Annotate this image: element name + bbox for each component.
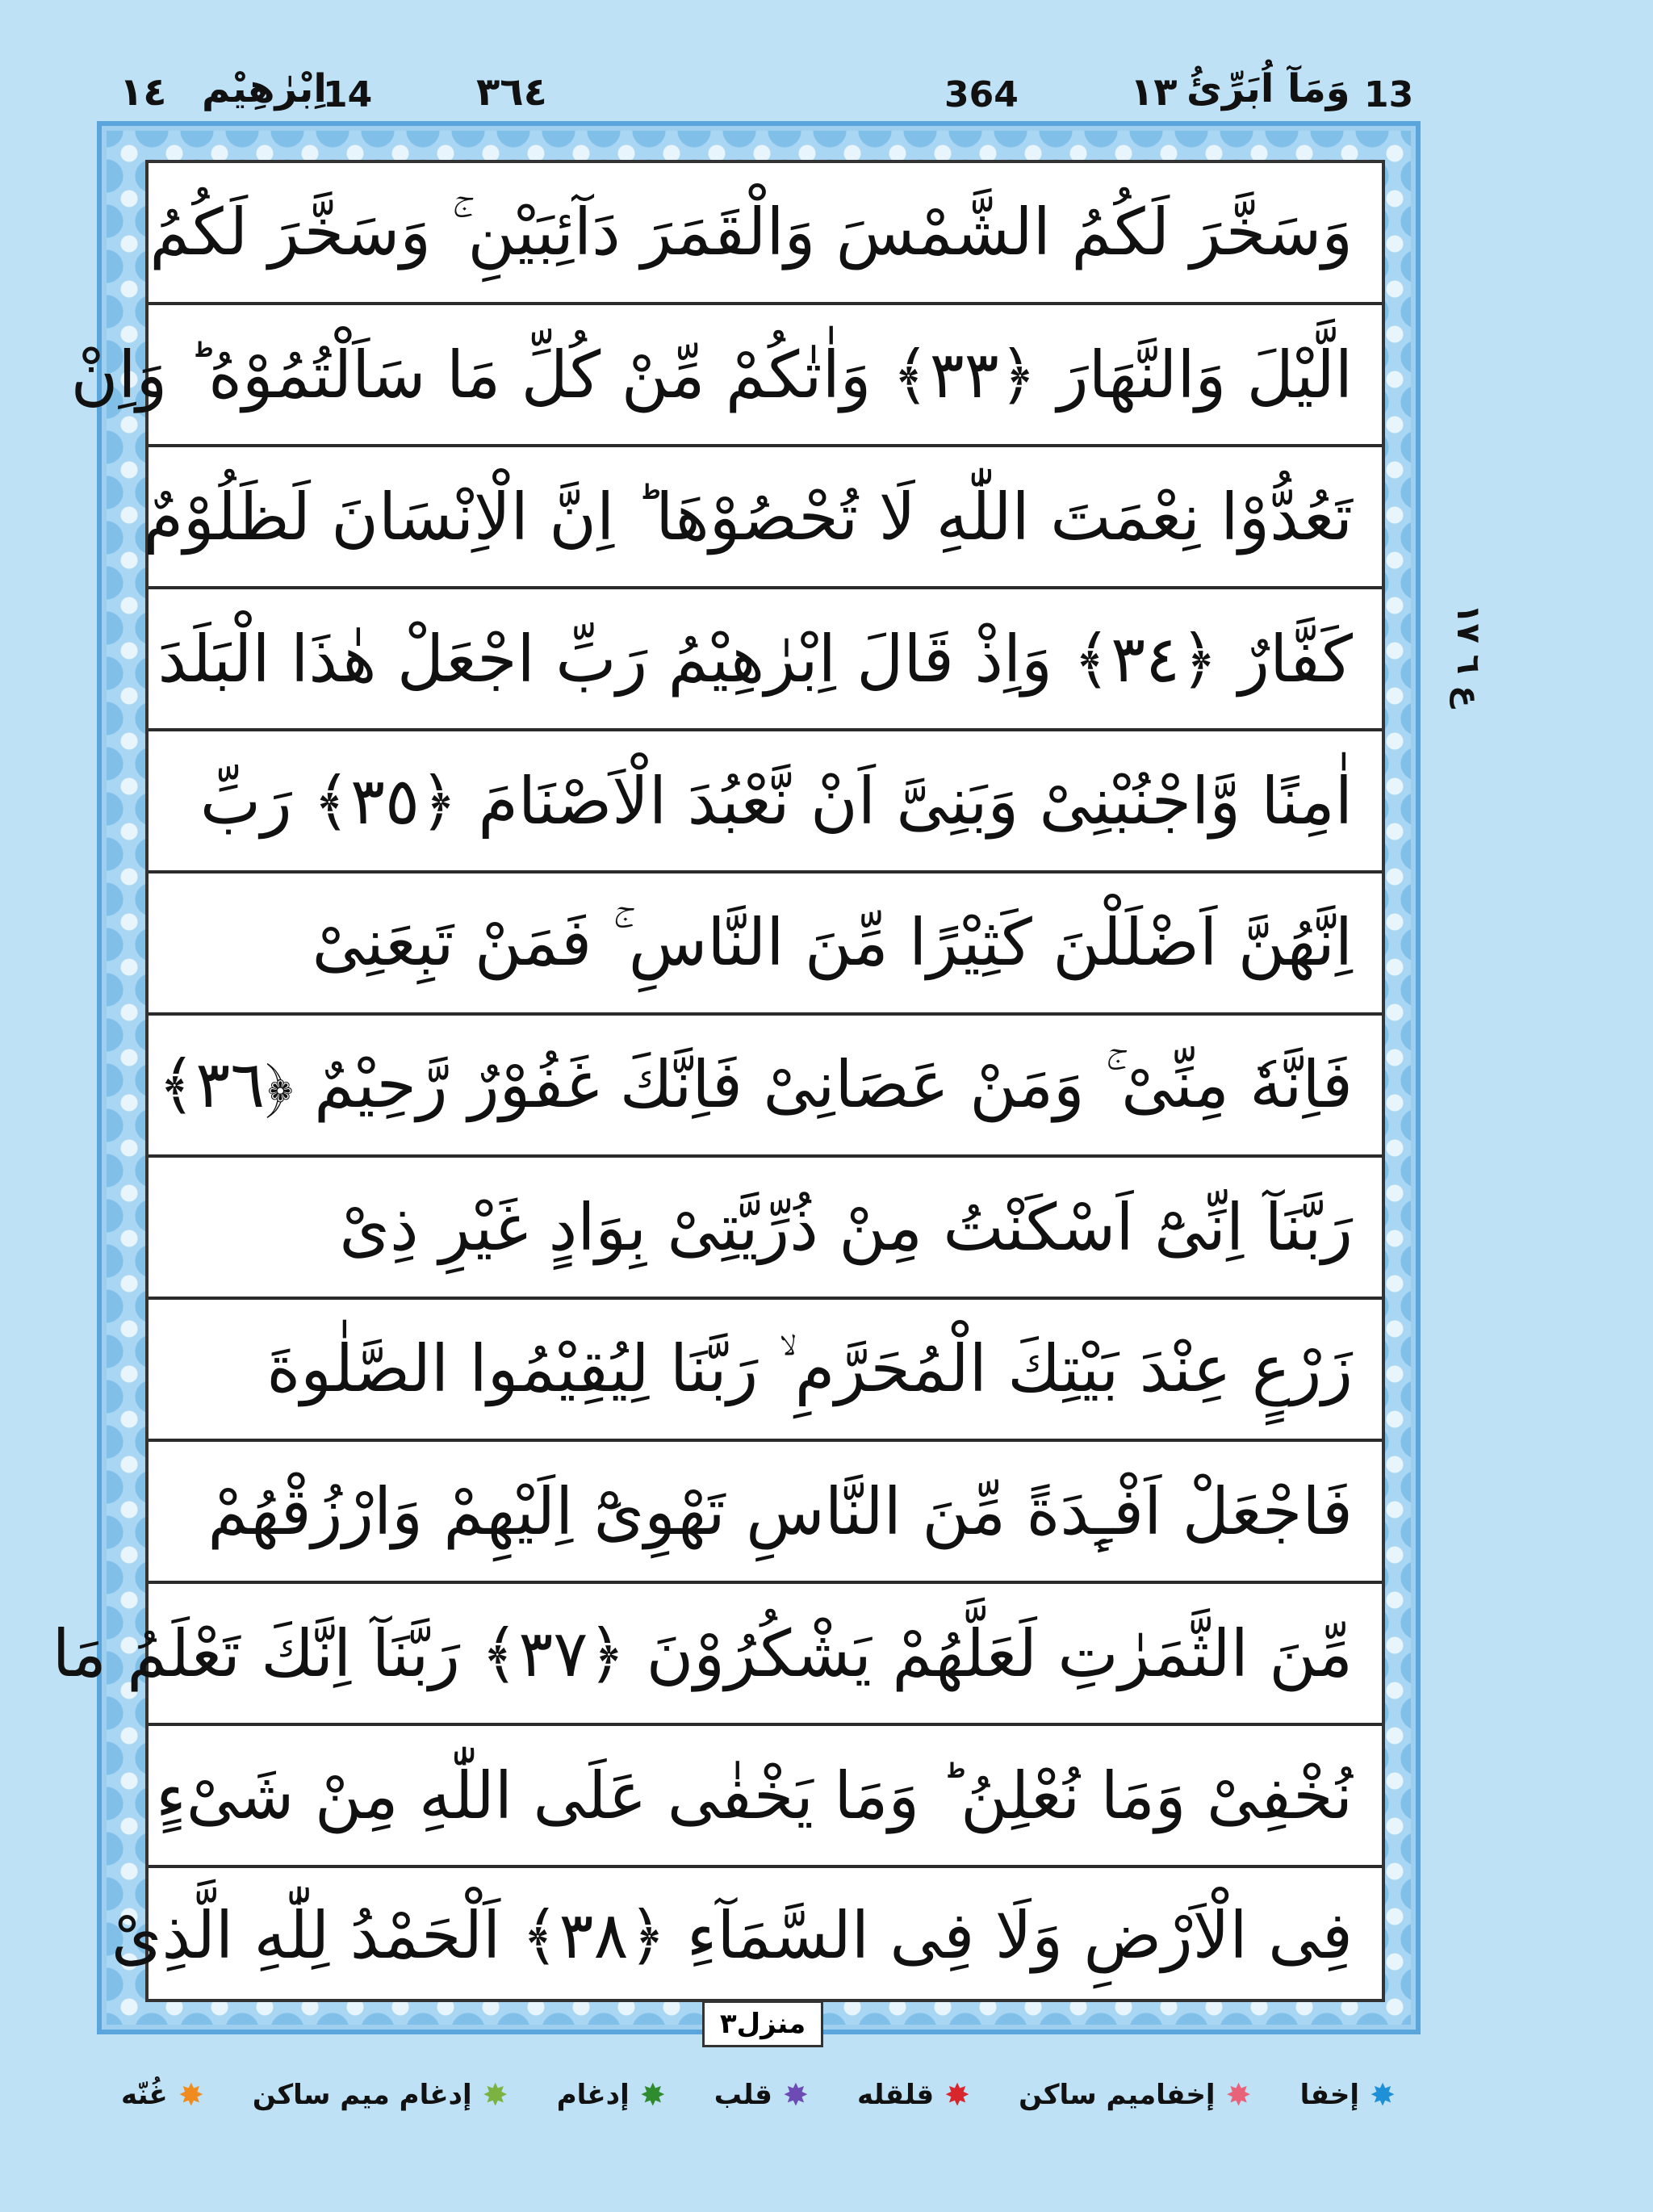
legend-item: ✸ إخفا [1299,2077,1396,2113]
text-line: نُخْفِىْ وَمَا نُعْلِنُ ؕ وَمَا يَخْفٰى عَلَى اللّٰهِ مِنْ شَىْءٍ [149,1726,1382,1868]
text-line: وَسَخَّرَ لَكُمُ الشَّمْسَ وَالْقَمَرَ دَآئِبَيْنِ ۚ وَسَخَّرَ لَكُمُ [149,163,1382,305]
text-line: مِّنَ الثَّمَرٰتِ لَعَلَّهُمْ يَشْكُرُوْنَ ﴿٣٧﴾ رَبَّنَآ اِنَّكَ تَعْلَمُ مَا [149,1584,1382,1726]
legend-item: ✸ قلقله [856,2077,971,2113]
legend-item: ✸ قلب [714,2077,809,2113]
legend-item: ✸ إدغام ميم ساكن [252,2077,508,2113]
star-icon: ✸ [783,2077,809,2113]
tajweed-legend [121,2071,1396,2119]
surah-number: 14 [323,74,373,115]
star-icon: ✸ [178,2077,204,2113]
juz-number: 13 [1364,74,1414,115]
star-icon: ✸ [1225,2077,1252,2113]
text-line: زَرْعٍ عِنْدَ بَيْتِكَ الْمُحَرَّمِ ۙ رَبَّنَا لِيُقِيْمُوا الصَّلٰوةَ [149,1300,1382,1442]
legend-item: ✸ إخفاميم ساكن [1019,2077,1252,2113]
legend-item: ✸ إدغام [556,2077,666,2113]
text-line: تَعُدُّوْا نِعْمَتَ اللّٰهِ لَا تُحْصُوْهَا ؕ اِنَّ الْاِنْسَانَ لَظَلُوْمٌ [149,447,1382,589]
manzil-label: منزل٣ [702,2000,823,2047]
text-line: اٰمِنًا وَّاجْنُبْنِىْ وَبَنِىَّ اَنْ نَّعْبُدَ الْاَصْنَامَ ﴿٣٥﴾ رَبِّ [149,731,1382,873]
text-line: اِنَّهُنَّ اَضْلَلْنَ كَثِيْرًا مِّنَ النَّاسِ ۚ فَمَنْ تَبِعَنِىْ [149,873,1382,1016]
star-icon: ✸ [639,2077,666,2113]
text-line: الَّيْلَ وَالنَّهَارَ ﴿٣٣﴾ وَاٰتٰكُمْ مِّنْ كُلِّ مَا سَاَلْتُمُوْهُ ؕ وَاِنْ [149,305,1382,447]
juz-arabic-number: ١٣ [1130,69,1178,115]
surah-arabic-number: ١٤ [119,69,167,115]
juz-title: وَمَآ اُبَرِّئُ [1186,66,1350,111]
surah-title: اِبْرٰهِيْم [202,66,327,111]
star-icon: ✸ [482,2077,508,2113]
text-line: فِى الْاَرْضِ وَلَا فِى السَّمَآءِ ﴿٣٨﴾ اَلْحَمْدُ لِلّٰهِ الَّذِىْ [111,1897,1353,1973]
text-line: كَفَّارٌ ﴿٣٤﴾ وَاِذْ قَالَ اِبْرٰهِيْمُ رَبِّ اجْعَلْ هٰذَا الْبَلَدَ [149,589,1382,731]
star-icon: ✸ [1370,2077,1396,2113]
page-arabic-number: ٣٦٤ [476,69,547,115]
text-panel [52,160,1385,2002]
text-line: فَاجْعَلْ اَفْـِٕدَةً مِّنَ النَّاسِ تَهْوِىْٓ اِلَيْهِمْ وَارْزُقْهُمْ [149,1442,1382,1584]
star-icon: ✸ [944,2077,971,2113]
ruku-marker: ع ٦ ١٧ [1450,604,1487,708]
text-line: فَاِنَّهٗ مِنِّىْ ۚ وَمَنْ عَصَانِىْ فَاِنَّكَ غَفُوْرٌ رَّحِيْمٌ ﴿٣٦﴾ [149,1016,1382,1158]
text-line: رَبَّنَآ اِنِّىْٓ اَسْكَنْتُ مِنْ ذُرِّيَّتِىْ بِوَادٍ غَيْرِ ذِىْ [149,1158,1382,1300]
page-number: 364 [944,74,1019,115]
legend-item: ✸ غُنّه [121,2077,204,2113]
